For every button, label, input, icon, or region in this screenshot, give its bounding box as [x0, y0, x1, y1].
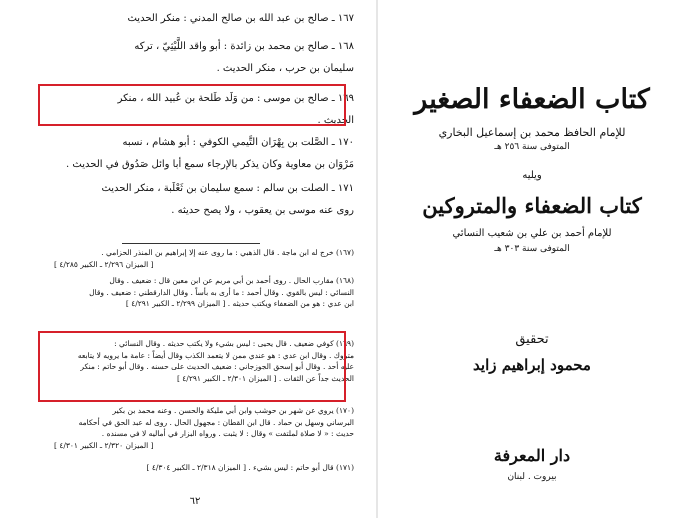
- footnote-170: [24, 405, 354, 451]
- highlight-box-footnote-169: [38, 331, 346, 402]
- entry-line: ١٦٧ ـ صالح بن عبد الله بن صالح المدني : منكر الحديث: [127, 13, 354, 24]
- entry-170: [24, 132, 354, 176]
- entry-line: مَرْوَان بن معاوية وكان يذكر بالإرجاء سمع أبا وائل صَدُوق في الحديث .: [66, 159, 354, 170]
- footnote-line: (١٦٩) كوفي ضعيف . قال يحيى : ليس بشيء ولا يكتب حديثه . وقال النسائي :: [114, 339, 354, 348]
- publisher-city: بيروت . لبنان: [507, 472, 557, 482]
- footnote-line: (١٦٨) مقارب الحال . روى أحمد بن أبي مريم عن ابن معين قال : ضعيف . وقال: [109, 276, 354, 285]
- author-1: للإمام الحافظ محمد بن إسماعيل البخاري: [438, 126, 626, 139]
- footnote-line: حديث : « لا صلاة لملتفت » وقال : لا يثبت . ورواه البزار في أماليه لا في مسنده .: [101, 429, 354, 439]
- entry-line: الحديث .: [317, 115, 354, 126]
- footnote-line: ابن عدي : هو من الضعفاء ويكتب حديثه . [ الميزان ٢/٢٩٩ ـ الكبير ٤/٢٩١ ]: [125, 299, 354, 309]
- footnote-line: الحديث جداً عن الثقات . [ الميزان ٢/٣٠١ ـ الكبير ٤/٢٩١ ]: [176, 373, 354, 383]
- footnote-168: [24, 275, 354, 310]
- footnote-line: عليه أحد . وقال أبو إسحق الجوزجاني : ضعيف الحديث على حسنه . وقال أبو حاتم : منكر: [80, 362, 354, 372]
- entry-167: [24, 8, 354, 30]
- footnote-167: [24, 247, 354, 270]
- author-2: للإمام أحمد بن علي بن شعيب النسائي: [452, 228, 612, 239]
- entry-line: ١٦٩ ـ صالح بن موسى : من وَلَد طَلحة بن عُبيد الله ، منكر: [117, 93, 354, 104]
- entry-line: سليمان بن حرب ، منكر الحديث .: [216, 63, 354, 74]
- publisher-name: دار المعرفة: [493, 446, 571, 465]
- book-title-2: كتاب الضعفاء والمتروكين: [422, 193, 642, 218]
- editing-label: تحقيق: [515, 332, 549, 347]
- footnote-line: [ الميزان ٢/٢٩٦ ـ الكبير ٤/٢٨٥ ]: [54, 259, 154, 269]
- entry-line: ١٦٨ ـ صالح بن محمد بن زائدة : أبو واقد اللَّيْثِيّ ، تركه: [134, 41, 354, 52]
- right-page: [378, 0, 686, 518]
- death-date-1: المتوفى سنة ٢٥٦ هـ: [494, 142, 570, 152]
- connector-text: ويليه: [522, 170, 542, 181]
- book-title-1: كتاب الضعفاء الصغير: [414, 84, 650, 115]
- entry-line: روى عنه موسى بن يعقوب ، ولا يصح حديثه .: [171, 205, 354, 216]
- footnote-line: [ الميزان ٢/٣٢٠ ـ الكبير ٤/٣٠١ ]: [54, 440, 154, 450]
- death-date-2: المتوفى سنة ٣٠٣ هـ: [494, 244, 570, 254]
- entry-171: [24, 178, 354, 222]
- footnote-line: (١٧٠) يروي عن شهر بن حوشب وابن أبي مليكة والحسن . وعنه محمد بن بكير: [112, 406, 354, 415]
- footnote-line: البرساني وسهل بن حماد . قال ابن القطان : مجهول الحال . روى له عبد الحق في أحكامه: [78, 417, 354, 427]
- entry-line: ١٧١ ـ الصلت بن سالم : سمع سليمان بن ثَعْلَبة ، منكر الحديث: [101, 183, 354, 194]
- highlight-box-entry-169: [38, 84, 346, 126]
- footnote-line: (١٦٧) خرج له ابن ماجة . قال الذهبي : ما روى عنه إلا إبراهيم بن المنذر الحزامي .: [101, 248, 354, 257]
- footnote-line: النسائي : ليس بالقوي . وقال أحمد : ما أرى به بأساً . وقال الدارقطني : ضعيف . وقال: [89, 287, 354, 297]
- entry-168: [24, 36, 354, 80]
- page-number: ٦٢: [189, 496, 201, 507]
- footnote-separator: [122, 243, 260, 244]
- editor-name: محمود إبراهيم زايد: [473, 356, 591, 374]
- entry-line: ١٧٠ ـ الصَّلت بن بِهْرَان التَّيمي الكوفي : أبو هشام ، نسبه: [122, 137, 354, 148]
- footnote-line: متروك . وقال ابن عدي : هو عندي ممن لا يتعمد الكذب وقال أيضاً : عامة ما يرويه لا يتابعه: [77, 350, 354, 360]
- footnote-line: (١٧١) قال أبو حاتم : ليس بشيء . [ الميزان ٢/٣١٨ ـ الكبير ٤/٣٠٤ ]: [146, 463, 354, 472]
- footnote-171: [24, 462, 354, 474]
